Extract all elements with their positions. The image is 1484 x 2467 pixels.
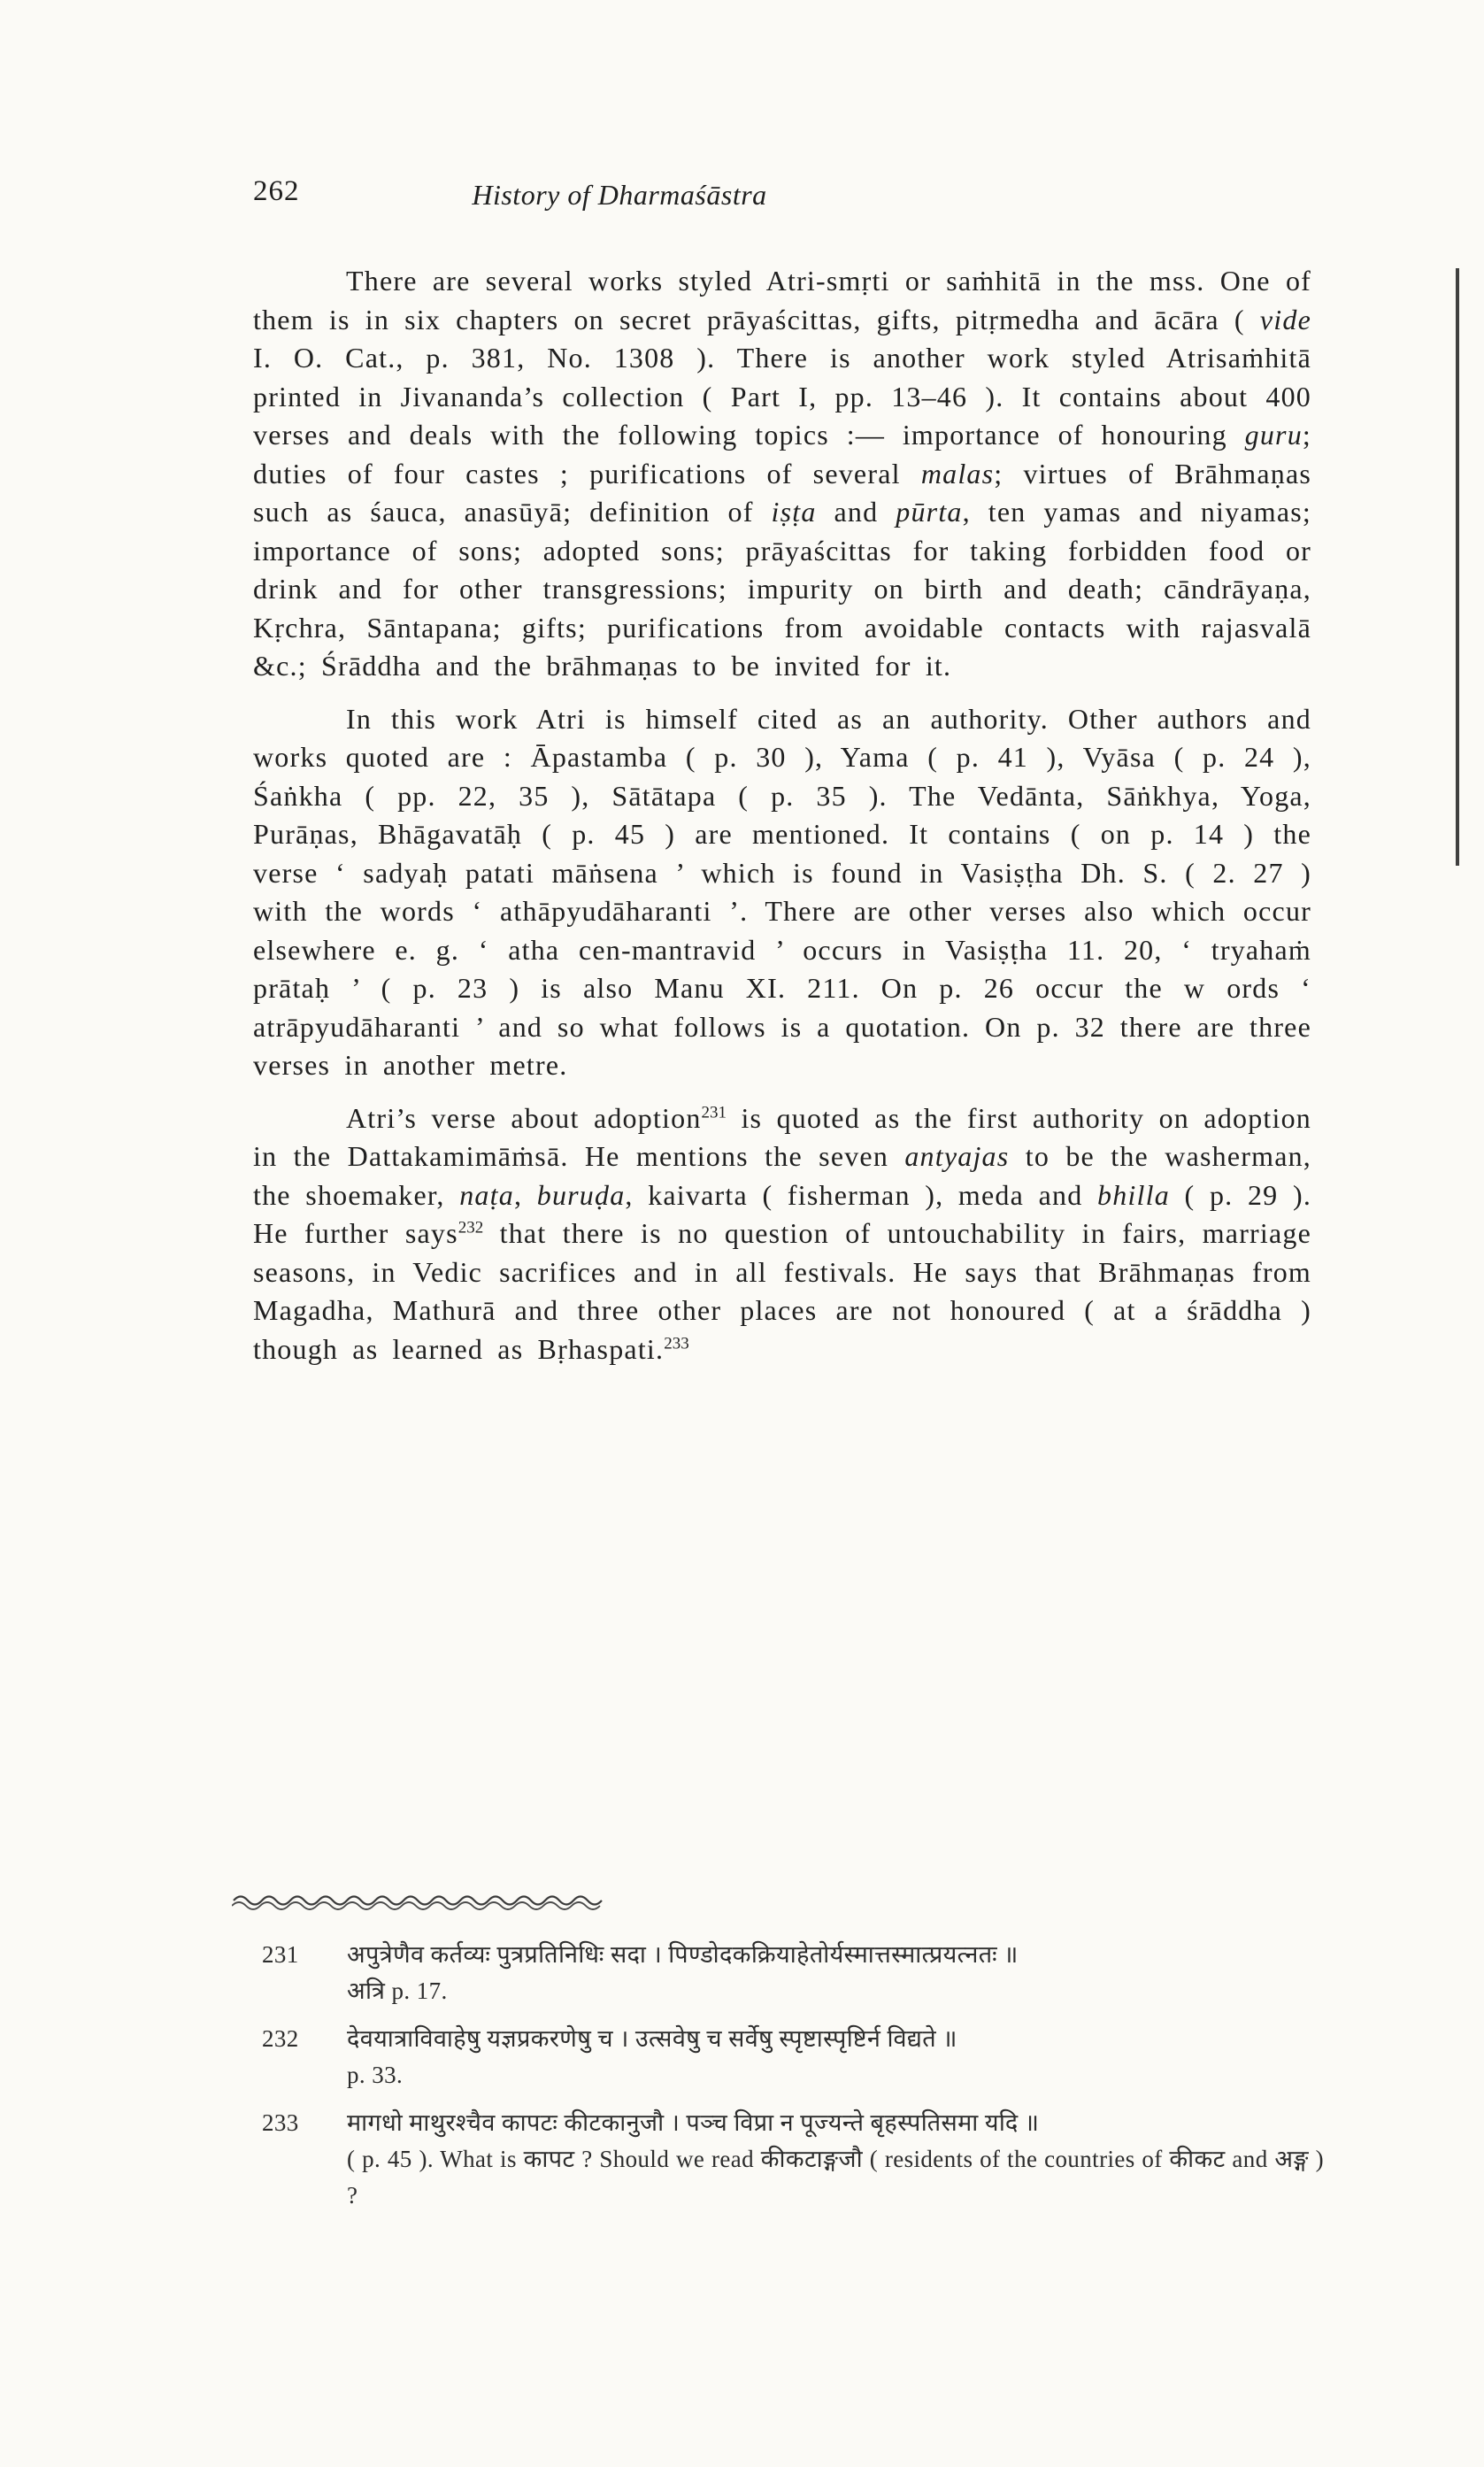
text-segment: ; duties of four castes ; purifications of several <box>253 419 1311 490</box>
text-segment: malas <box>920 457 995 490</box>
text-segment: bhilla <box>1097 1178 1170 1211</box>
footnote-text <box>347 2021 1324 2093</box>
footnote-row <box>262 2021 1324 2093</box>
text-segment: vide <box>1259 303 1311 335</box>
paragraph <box>253 262 1311 686</box>
footnote-text <box>347 2105 1324 2214</box>
text-segment: ; virtues of Brāhmaṇas such as śauca, anasūyā; definition of <box>253 457 1311 528</box>
footnote-line: ( p. 45 ). What is कापट ? Should we read कीकटाङ्गजौ ( residents of the countries of कीकट and अङ्ग ) ? <box>347 2146 1324 2209</box>
running-header-title: History of Dharmaśāstra <box>472 179 767 211</box>
footnote-number: 231 <box>262 1941 299 1968</box>
text-segment: that there is no question of untouchability in fairs, marriage seasons, in Vedic sacrifices and in all festivals. He says that Brāhmaṇas from Magadha, Mathurā and three other places are not honoured ( at a śrāddha ) though as learned as Bṛhaspati. <box>253 1217 1312 1365</box>
text-segment: In this work Atri is himself cited as an authority. Other authors and works quoted are : Āpastamba ( p. 30 ), Yama ( p. 41 ), Vyāsa ( p. 24 ), Śaṅkha ( pp. 22, 35 ), Sātātapa ( p. 35 ). The Vedānta, Sāṅkhya, Yoga, Purāṇas, Bhāgavatāḥ ( p. 45 ) are mentioned. It contains ( on p. 14 ) the verse ‘ sadyaḥ patati māṅsena ’ which is found in Vasiṣṭha Dh. S. ( 2. 27 ) with the words ‘ athāpyudāharanti ’. There are other verses also which occur elsewhere e. g. ‘ atha cen-mantravid ’ occurs in Vasiṣṭha 11. 20, ‘ tryahaṁ prātaḥ ’ ( p. 23 ) is also Manu XI. 211. On p. 26 occur the w ords ‘ atrāpyudāharanti ’ and so what follows is a quotation. On p. 32 there are three verses in another metre. <box>253 702 1311 1081</box>
wavy-rule-icon <box>232 1891 614 1912</box>
text-segment: , kaivarta ( fisherman ), meda and <box>625 1178 1098 1211</box>
footnote-ref: 231 <box>701 1102 727 1122</box>
text-segment: There are several works styled Atri-smṛti or saṁhitā in the mss. One of them is in six chapters on secret prāyaścittas, gifts, pitṛmedha and ācāra ( <box>253 265 1311 335</box>
text-segment: I. O. Cat., p. 381, No. 1308 ). There is another work styled Atrisaṁhitā printed in Jivananda’s collection ( Part I, pp. 13–46 ). It contains about 400 verses and deals with the following topics :— importance of honouring <box>253 342 1311 451</box>
footnote-ref: 233 <box>664 1333 689 1353</box>
text-segment: iṣṭa <box>771 496 817 528</box>
footnote-number: 233 <box>262 2109 299 2136</box>
text-segment: pūrta <box>896 496 963 528</box>
text-segment: ( p. 29 ). He further says <box>253 1178 1312 1249</box>
footnotes <box>262 1937 1324 2225</box>
paragraph <box>253 1099 1311 1369</box>
scan-artifact-line <box>1456 268 1459 866</box>
footnote-number: 232 <box>262 2025 299 2052</box>
footnote-line: अपुत्रेणैव कर्तव्यः पुत्रप्रतिनिधिः सदा । पिण्डोदकक्रियाहेतोर्यस्मात्तस्मात्प्रयत्नतः ॥ <box>347 1941 1019 1968</box>
text-segment: buruḍa <box>536 1178 626 1211</box>
footnote-separator <box>232 1891 614 1916</box>
paragraph <box>253 700 1311 1085</box>
footnote-row <box>262 1937 1324 2009</box>
footnote-line: अत्रि p. 17. <box>347 1977 448 2004</box>
footnote-line: p. 33. <box>347 2062 404 2088</box>
text-segment: guru <box>1244 419 1303 451</box>
footnote-text <box>347 1937 1324 2009</box>
text-segment: , ten yamas and niyamas; importance of sons; adopted sons; prāyaścittas for taking forbidden food or drink and for other transgressions; impurity on birth and death; cāndrāyaṇa, Kṛchra, Sāntapana; gifts; purifications from avoidable contacts with rajasvalā &c.; Śrāddha and the brāhmaṇas to be invited for it. <box>253 496 1311 682</box>
text-segment: is quoted as the first authority on adoption in the Dattakamimāṁsā. He mentions the seven <box>253 1101 1311 1172</box>
text-segment: naṭa <box>459 1178 514 1211</box>
footnote-line: मागधो माथुरश्चैव कापटः कीटकानुजौ । पञ्च विप्रा न पूज्यन्ते बृहस्पतिसमा यदि ॥ <box>347 2109 1040 2136</box>
footnote-row <box>262 2105 1324 2214</box>
body-text <box>253 262 1311 1383</box>
text-segment: and <box>816 496 896 528</box>
text-segment: , <box>513 1178 537 1211</box>
text-segment: to be the washerman, the shoemaker, <box>253 1140 1312 1211</box>
page-number: 262 <box>253 175 300 207</box>
text-segment: antyajas <box>904 1140 1010 1172</box>
text-segment: Atri’s verse about adoption <box>346 1101 702 1134</box>
footnote-line: देवयात्राविवाहेषु यज्ञप्रकरणेषु च । उत्सवेषु च सर्वेषु स्पृष्टास्पृष्टिर्न विद्यते ॥ <box>347 2025 957 2052</box>
footnote-ref: 232 <box>458 1218 484 1237</box>
